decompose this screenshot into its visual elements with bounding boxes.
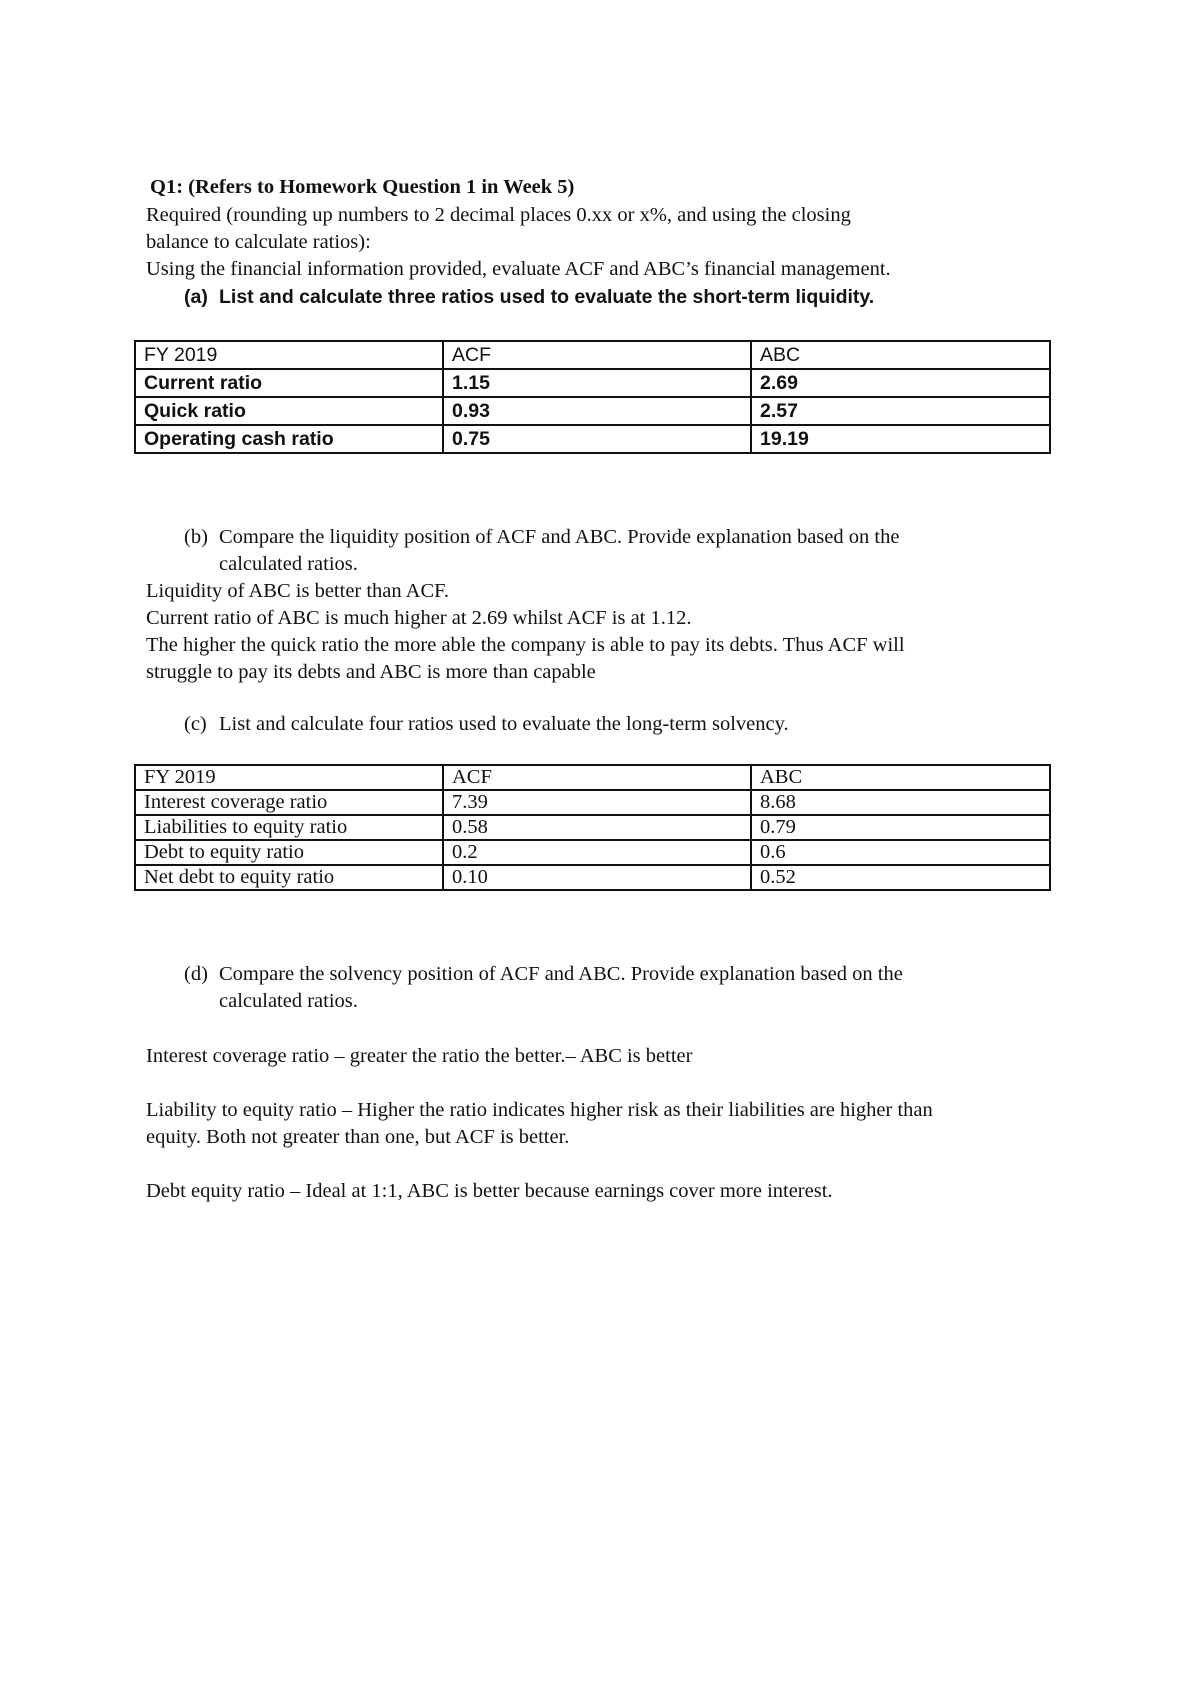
table-header-row [135,341,1050,369]
answer-b-line-1: Liquidity of ABC is better than ACF. [146,580,450,602]
answer-debt-equity: Debt equity ratio – Ideal at 1:1, ABC is better because earnings cover more interest. [146,1180,833,1202]
part-a-text: List and calculate three ratios used to evaluate the short-term liquidity. [219,286,875,308]
answer-liability-line-1: Liability to equity ratio – Higher the ratio indicates higher risk as their liabilities are higher than [146,1099,933,1121]
part-d-marker: (d) [184,963,208,985]
part-b-line-1: Compare the liquidity position of ACF and ABC. Provide explanation based on the [219,526,900,548]
table-row [135,397,1050,425]
question-title: Q1: (Refers to Homework Question 1 in Week 5) [150,176,575,198]
table-header-cell: ACF [443,341,751,369]
abc-value-cell: 0.79 [751,815,1050,840]
instruction-line: Using the financial information provided, evaluate ACF and ABC’s financial management. [146,258,891,280]
answer-b-line-2: Current ratio of ABC is much higher at 2.69 whilst ACF is at 1.12. [146,607,692,629]
acf-value-cell: 0.2 [443,840,751,865]
table-row [135,840,1050,865]
solvency-ratio-table [134,764,1051,891]
table-header-cell: FY 2019 [135,341,443,369]
table-row [135,790,1050,815]
answer-b-line-4: struggle to pay its debts and ABC is more than capable [146,661,596,683]
part-c-text: List and calculate four ratios used to evaluate the long-term solvency. [219,713,789,735]
table-header-cell: FY 2019 [135,765,443,790]
answer-interest-coverage: Interest coverage ratio – greater the ratio the better.– ABC is better [146,1045,693,1067]
part-c-marker: (c) [184,713,207,735]
table-row [135,425,1050,453]
table-row [135,369,1050,397]
table-row [135,865,1050,890]
part-b-line-2: calculated ratios. [219,553,358,575]
part-d-line-2: calculated ratios. [219,990,358,1012]
ratio-name-cell: Quick ratio [135,397,443,425]
answer-b-line-3: The higher the quick ratio the more able the company is able to pay its debts. Thus ACF will [146,634,905,656]
ratio-name-cell: Liabilities to equity ratio [135,815,443,840]
required-line-2: balance to calculate ratios): [146,231,371,253]
acf-value-cell: 0.10 [443,865,751,890]
required-line-1: Required (rounding up numbers to 2 decimal places 0.xx or x%, and using the closing [146,204,851,226]
abc-value-cell: 2.57 [751,397,1050,425]
abc-value-cell: 19.19 [751,425,1050,453]
abc-value-cell: 0.52 [751,865,1050,890]
ratio-name-cell: Interest coverage ratio [135,790,443,815]
acf-value-cell: 0.93 [443,397,751,425]
abc-value-cell: 2.69 [751,369,1050,397]
part-b-marker: (b) [184,526,208,548]
ratio-name-cell: Current ratio [135,369,443,397]
table-header-cell: ABC [751,765,1050,790]
ratio-name-cell: Net debt to equity ratio [135,865,443,890]
part-a-marker: (a) [184,286,208,308]
acf-value-cell: 7.39 [443,790,751,815]
acf-value-cell: 1.15 [443,369,751,397]
table-header-cell: ACF [443,765,751,790]
table-header-row [135,765,1050,790]
table-header-cell: ABC [751,341,1050,369]
part-d-line-1: Compare the solvency position of ACF and ABC. Provide explanation based on the [219,963,903,985]
abc-value-cell: 0.6 [751,840,1050,865]
acf-value-cell: 0.75 [443,425,751,453]
ratio-name-cell: Debt to equity ratio [135,840,443,865]
answer-liability-line-2: equity. Both not greater than one, but ACF is better. [146,1126,570,1148]
liquidity-ratio-table [134,340,1051,454]
abc-value-cell: 8.68 [751,790,1050,815]
table-row [135,815,1050,840]
acf-value-cell: 0.58 [443,815,751,840]
ratio-name-cell: Operating cash ratio [135,425,443,453]
